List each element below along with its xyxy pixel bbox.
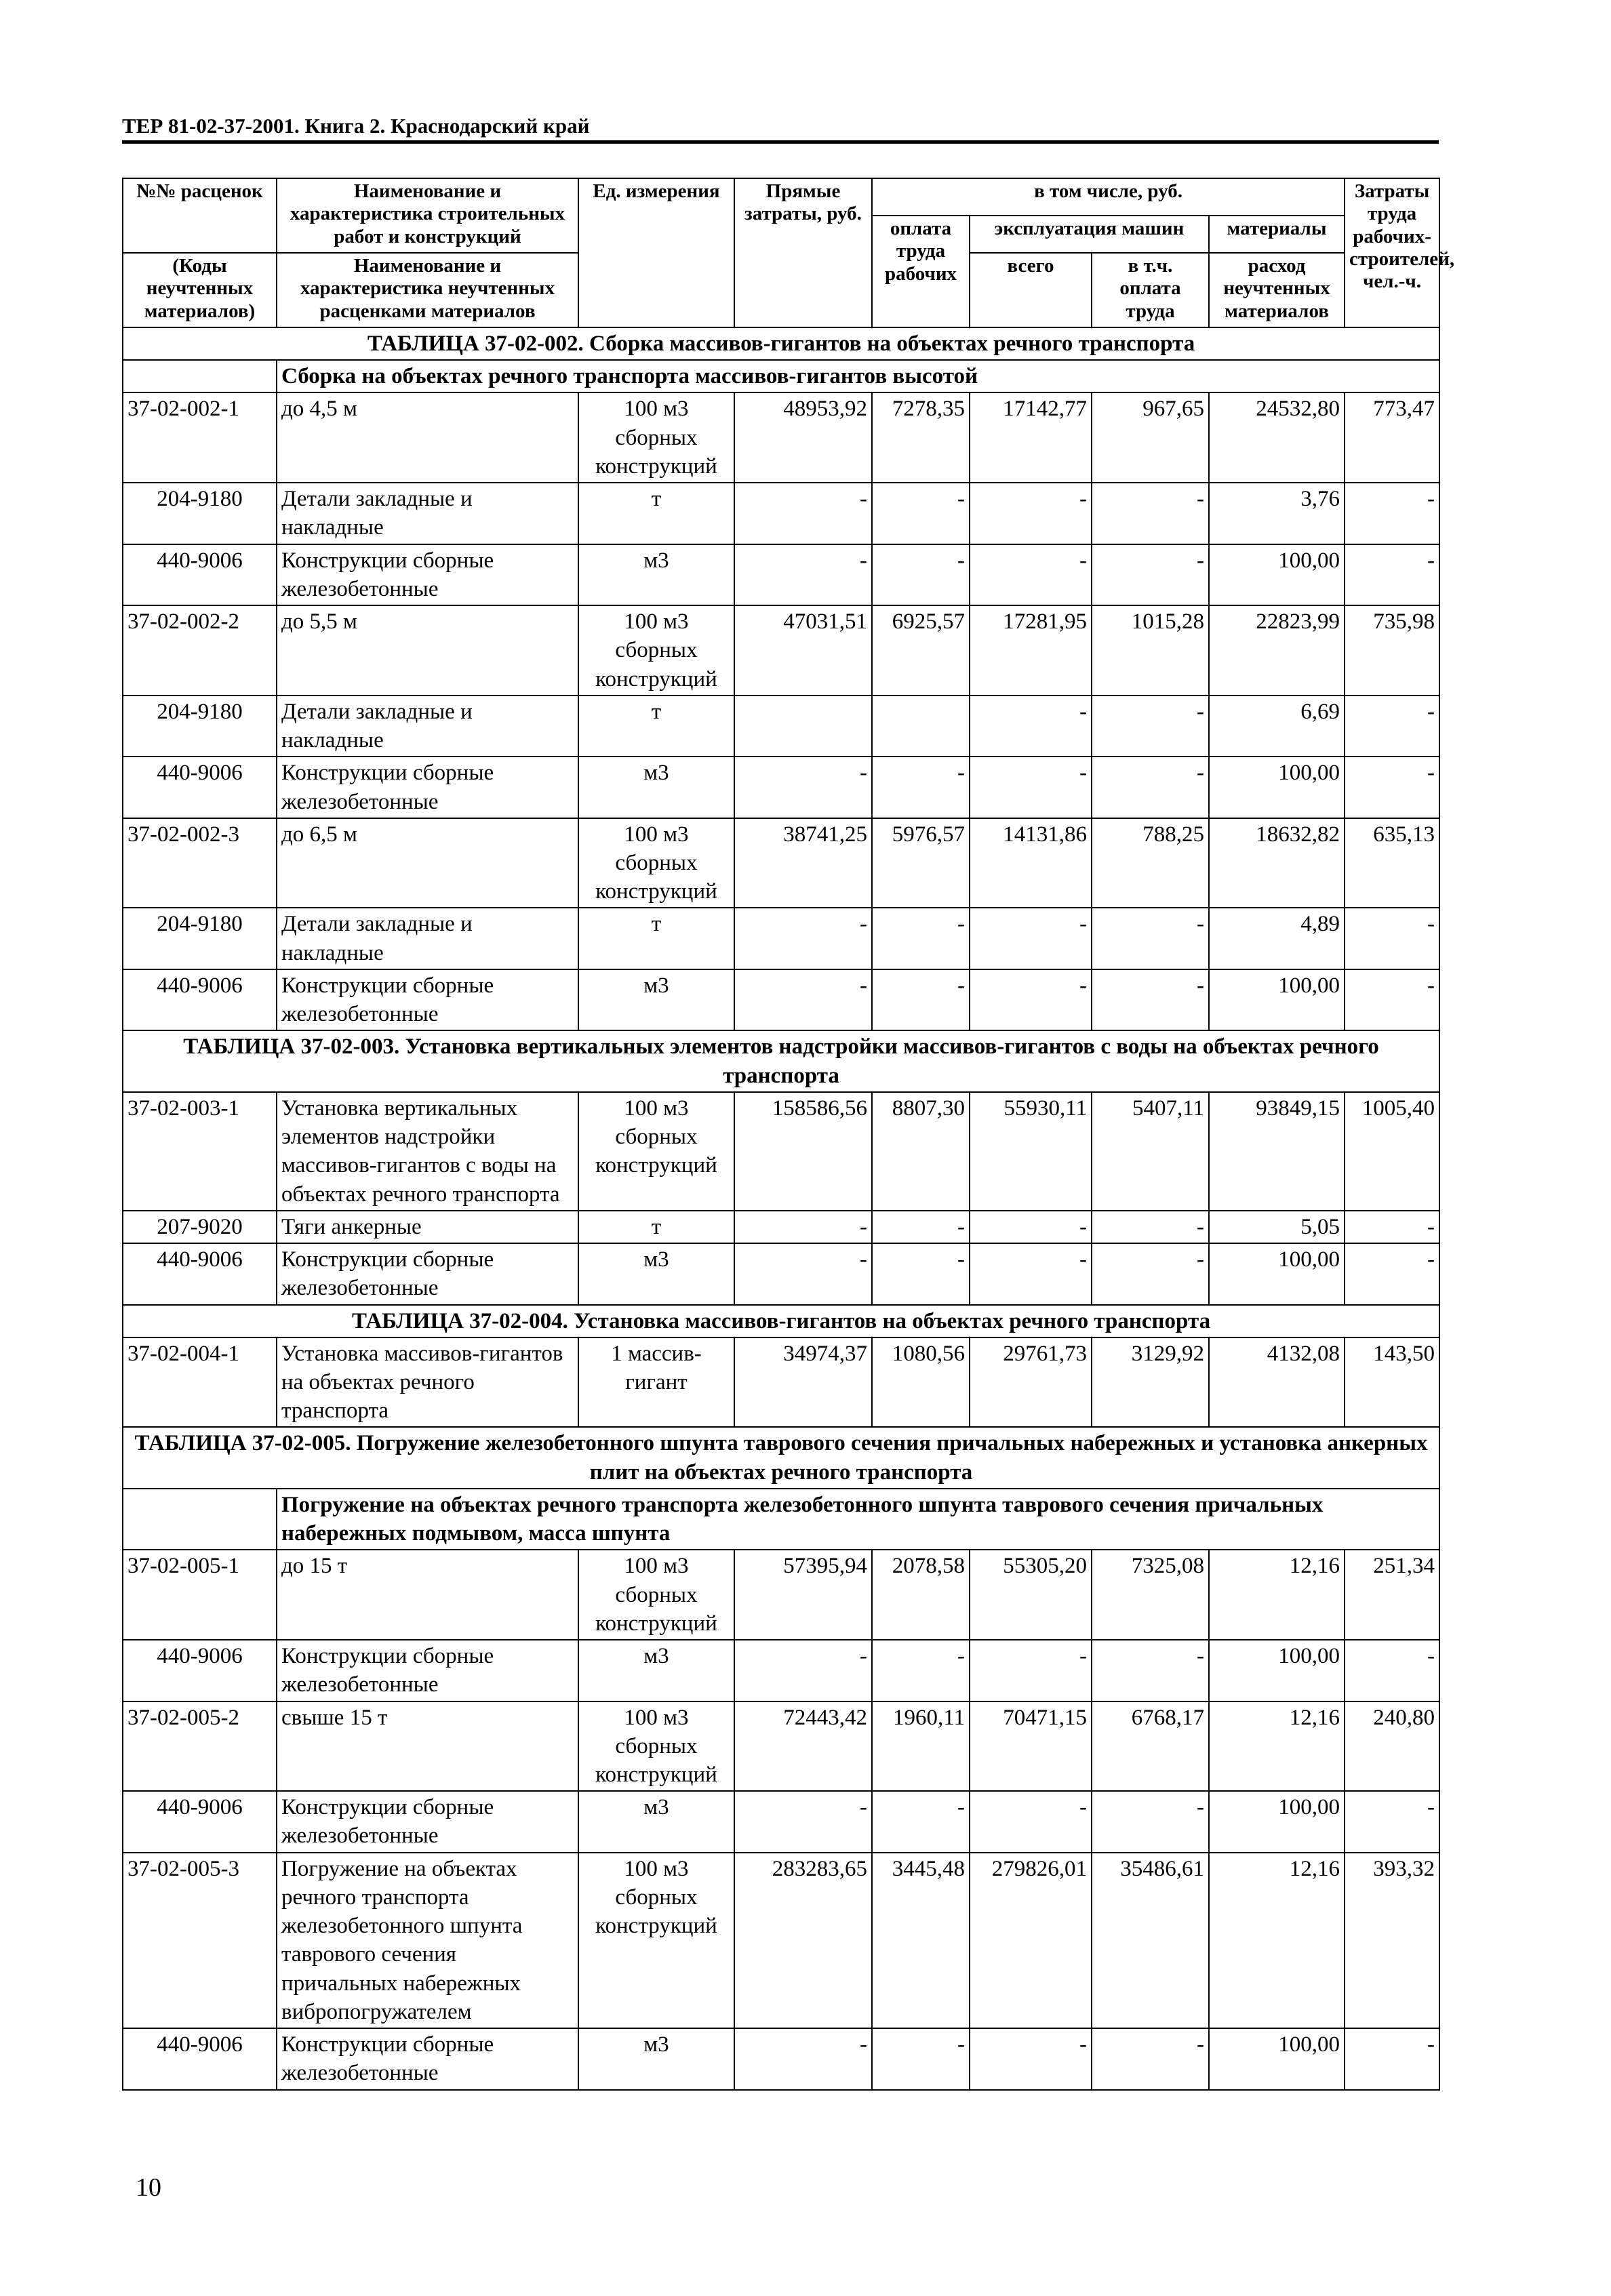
cell-wage: 5976,57 bbox=[872, 818, 970, 908]
table-body bbox=[123, 327, 1439, 2090]
cell-name: Конструкции сборные железобетонные bbox=[277, 757, 578, 818]
cell-code: 440-9006 bbox=[123, 1791, 277, 1852]
cell-unit: м3 bbox=[578, 544, 734, 605]
cell-name: Детали закладные и накладные bbox=[277, 483, 578, 544]
col-mat-unaccounted: расход неучтенных материалов bbox=[1209, 253, 1345, 327]
section-row bbox=[123, 1030, 1439, 1091]
material-row bbox=[123, 969, 1439, 1030]
cell-labor: - bbox=[1345, 483, 1439, 544]
cell-labor: 240,80 bbox=[1345, 1701, 1439, 1792]
cell-unit: м3 bbox=[578, 2028, 734, 2089]
cell-labor: - bbox=[1345, 1640, 1439, 1701]
cell-direct: 72443,42 bbox=[734, 1701, 872, 1792]
rate-row bbox=[123, 818, 1439, 908]
cell-name: Погружение на объектах речного транспорта железобетонного шпунта таврового сечения причальных набережных вибропогружателем bbox=[277, 1853, 578, 2028]
material-row bbox=[123, 2028, 1439, 2089]
material-row bbox=[123, 1640, 1439, 1701]
cell-mach-wage: 967,65 bbox=[1092, 392, 1209, 483]
cell-unit: т bbox=[578, 696, 734, 757]
cell-code: 37-02-003-1 bbox=[123, 1092, 277, 1211]
cell-name: Тяги анкерные bbox=[277, 1211, 578, 1243]
cell-mach-wage: - bbox=[1092, 2028, 1209, 2089]
cell-mat: 12,16 bbox=[1209, 1701, 1345, 1792]
cell-mat: 100,00 bbox=[1209, 757, 1345, 818]
cell-mach-wage: 5407,11 bbox=[1092, 1092, 1209, 1211]
cell-mach: 14131,86 bbox=[970, 818, 1092, 908]
cell-mach-wage: - bbox=[1092, 1243, 1209, 1304]
rate-row bbox=[123, 605, 1439, 696]
cell-mach-wage: 7325,08 bbox=[1092, 1550, 1209, 1640]
cell-wage: 3445,48 bbox=[872, 1853, 970, 2028]
col-materials: материалы bbox=[1209, 216, 1345, 253]
section-title: ТАБЛИЦА 37-02-004. Установка массивов-гигантов на объектах речного транспорта bbox=[123, 1305, 1439, 1337]
rates-table bbox=[122, 178, 1455, 2091]
cell-mach: - bbox=[970, 969, 1092, 1030]
cell-wage: 2078,58 bbox=[872, 1550, 970, 1640]
cell-name: Конструкции сборные железобетонные bbox=[277, 2028, 578, 2089]
cell-unit: м3 bbox=[578, 757, 734, 818]
cell-unit: 100 м3 сборных конструкций bbox=[578, 392, 734, 483]
cell-labor: - bbox=[1345, 757, 1439, 818]
cell-mat: 6,69 bbox=[1209, 696, 1345, 757]
col-name-bottom: Наименование и характеристика неучтенных расценками материалов bbox=[277, 253, 578, 327]
cell-name: до 15 т bbox=[277, 1550, 578, 1640]
cell-mach-wage: - bbox=[1092, 757, 1209, 818]
rate-row bbox=[123, 1853, 1439, 2028]
cell-direct: 57395,94 bbox=[734, 1550, 872, 1640]
cell-name: Конструкции сборные железобетонные bbox=[277, 1791, 578, 1852]
cell-mat: 100,00 bbox=[1209, 1791, 1345, 1852]
cell-labor: - bbox=[1345, 1243, 1439, 1304]
cell-labor: - bbox=[1345, 696, 1439, 757]
col-mach-wage: в т.ч. оплата труда bbox=[1092, 253, 1209, 327]
section-title: ТАБЛИЦА 37-02-005. Погружение железобетонного шпунта таврового сечения причальных набережных и установка анкерных плит на объектах речного транспорта bbox=[123, 1427, 1439, 1488]
cell-unit: 100 м3 сборных конструкций bbox=[578, 1092, 734, 1211]
subheading-text: Погружение на объектах речного транспорта железобетонного шпунта таврового сечения причальных набережных подмывом, масса шпунта bbox=[277, 1489, 1439, 1550]
col-code-bottom: (Коды неучтенных материалов) bbox=[123, 253, 277, 327]
cell-mach: 17281,95 bbox=[970, 605, 1092, 696]
cell-name: Детали закладные и накладные bbox=[277, 696, 578, 757]
rate-row bbox=[123, 1092, 1439, 1211]
cell-wage: - bbox=[872, 1791, 970, 1852]
cell-labor: 393,32 bbox=[1345, 1853, 1439, 2028]
cell-direct: - bbox=[734, 544, 872, 605]
cell-mach-wage: 6768,17 bbox=[1092, 1701, 1209, 1792]
cell-direct: - bbox=[734, 1211, 872, 1243]
subheading-spacer bbox=[123, 360, 277, 392]
rate-row bbox=[123, 392, 1439, 483]
material-row bbox=[123, 1211, 1439, 1243]
cell-name: Конструкции сборные железобетонные bbox=[277, 1640, 578, 1701]
cell-direct: 38741,25 bbox=[734, 818, 872, 908]
cell-name: Детали закладные и накладные bbox=[277, 908, 578, 969]
cell-mach: - bbox=[970, 908, 1092, 969]
cell-name: свыше 15 т bbox=[277, 1701, 578, 1792]
cell-labor: 143,50 bbox=[1345, 1337, 1439, 1428]
cell-unit: 1 массив-гигант bbox=[578, 1337, 734, 1428]
cell-code: 207-9020 bbox=[123, 1211, 277, 1243]
cell-wage: - bbox=[872, 1211, 970, 1243]
cell-code: 37-02-002-3 bbox=[123, 818, 277, 908]
cell-mach: - bbox=[970, 757, 1092, 818]
cell-wage: - bbox=[872, 1243, 970, 1304]
cell-wage: - bbox=[872, 908, 970, 969]
cell-mat: 4132,08 bbox=[1209, 1337, 1345, 1428]
cell-mach: - bbox=[970, 1243, 1092, 1304]
cell-wage: - bbox=[872, 757, 970, 818]
cell-mat: 4,89 bbox=[1209, 908, 1345, 969]
cell-mach-wage: 1015,28 bbox=[1092, 605, 1209, 696]
cell-mach: - bbox=[970, 2028, 1092, 2089]
cell-mach: - bbox=[970, 483, 1092, 544]
cell-code: 37-02-004-1 bbox=[123, 1337, 277, 1428]
cell-mach: - bbox=[970, 544, 1092, 605]
cell-code: 440-9006 bbox=[123, 1640, 277, 1701]
cell-direct: - bbox=[734, 1640, 872, 1701]
cell-mat: 22823,99 bbox=[1209, 605, 1345, 696]
cell-unit: 100 м3 сборных конструкций bbox=[578, 1701, 734, 1792]
material-row bbox=[123, 1243, 1439, 1304]
subheading-row bbox=[123, 360, 1439, 392]
cell-unit: м3 bbox=[578, 1243, 734, 1304]
cell-direct: - bbox=[734, 969, 872, 1030]
cell-code: 204-9180 bbox=[123, 483, 277, 544]
cell-direct: - bbox=[734, 1243, 872, 1304]
cell-direct: 48953,92 bbox=[734, 392, 872, 483]
cell-labor: - bbox=[1345, 969, 1439, 1030]
cell-code: 204-9180 bbox=[123, 696, 277, 757]
cell-name: Конструкции сборные железобетонные bbox=[277, 969, 578, 1030]
cell-labor: 735,98 bbox=[1345, 605, 1439, 696]
cell-mach-wage: - bbox=[1092, 1211, 1209, 1243]
cell-mach-wage: - bbox=[1092, 1640, 1209, 1701]
cell-unit: м3 bbox=[578, 1791, 734, 1852]
cell-unit: т bbox=[578, 483, 734, 544]
cell-direct: 158586,56 bbox=[734, 1092, 872, 1211]
cell-code: 37-02-005-1 bbox=[123, 1550, 277, 1640]
col-direct: Прямые затраты, руб. bbox=[734, 178, 872, 327]
document-header: ТЕР 81-02-37-2001. Книга 2. Краснодарский край bbox=[122, 114, 590, 138]
cell-mach-wage: 788,25 bbox=[1092, 818, 1209, 908]
cell-direct: - bbox=[734, 757, 872, 818]
cell-mach: - bbox=[970, 1211, 1092, 1243]
material-row bbox=[123, 757, 1439, 818]
cell-name: до 5,5 м bbox=[277, 605, 578, 696]
cell-name: Конструкции сборные железобетонные bbox=[277, 544, 578, 605]
cell-direct bbox=[734, 696, 872, 757]
cell-name: до 6,5 м bbox=[277, 818, 578, 908]
cell-unit: м3 bbox=[578, 969, 734, 1030]
cell-mat: 12,16 bbox=[1209, 1853, 1345, 2028]
cell-direct: 283283,65 bbox=[734, 1853, 872, 2028]
cell-labor: - bbox=[1345, 2028, 1439, 2089]
cell-unit: м3 bbox=[578, 1640, 734, 1701]
cell-code: 37-02-002-1 bbox=[123, 392, 277, 483]
cell-code: 440-9006 bbox=[123, 757, 277, 818]
cell-mat: 18632,82 bbox=[1209, 818, 1345, 908]
cell-unit: 100 м3 сборных конструкций bbox=[578, 818, 734, 908]
cell-name: Установка массивов-гигантов на объектах речного транспорта bbox=[277, 1337, 578, 1428]
cell-mach-wage: - bbox=[1092, 544, 1209, 605]
cell-code: 37-02-002-2 bbox=[123, 605, 277, 696]
cell-direct: - bbox=[734, 2028, 872, 2089]
cell-mat: 100,00 bbox=[1209, 544, 1345, 605]
cell-wage: - bbox=[872, 483, 970, 544]
section-row bbox=[123, 327, 1439, 360]
col-unit: Ед. измерения bbox=[578, 178, 734, 327]
cell-name: Конструкции сборные железобетонные bbox=[277, 1243, 578, 1304]
rate-row bbox=[123, 1701, 1439, 1792]
cell-labor: - bbox=[1345, 1791, 1439, 1852]
cell-mach-wage: - bbox=[1092, 483, 1209, 544]
material-row bbox=[123, 544, 1439, 605]
section-row bbox=[123, 1305, 1439, 1337]
cell-unit: 100 м3 сборных конструкций bbox=[578, 605, 734, 696]
cell-mach-wage: - bbox=[1092, 1791, 1209, 1852]
section-row bbox=[123, 1427, 1439, 1488]
cell-wage: - bbox=[872, 2028, 970, 2089]
cell-wage: - bbox=[872, 544, 970, 605]
cell-mach-wage: - bbox=[1092, 969, 1209, 1030]
header-rule bbox=[122, 140, 1439, 144]
cell-name: Установка вертикальных элементов надстройки массивов-гигантов с воды на объектах речного транспорта bbox=[277, 1092, 578, 1211]
cell-mach-wage: 3129,92 bbox=[1092, 1337, 1209, 1428]
cell-labor: 773,47 bbox=[1345, 392, 1439, 483]
table-head bbox=[123, 178, 1455, 327]
cell-code: 440-9006 bbox=[123, 969, 277, 1030]
cell-code: 440-9006 bbox=[123, 2028, 277, 2089]
cell-mat: 100,00 bbox=[1209, 969, 1345, 1030]
cell-wage: 7278,35 bbox=[872, 392, 970, 483]
col-incl: в том числе, руб. bbox=[872, 178, 1345, 216]
rate-row bbox=[123, 1550, 1439, 1640]
cell-direct: - bbox=[734, 908, 872, 969]
cell-code: 204-9180 bbox=[123, 908, 277, 969]
cell-mach: 17142,77 bbox=[970, 392, 1092, 483]
material-row bbox=[123, 483, 1439, 544]
rate-row bbox=[123, 1337, 1439, 1428]
cell-mach: 55305,20 bbox=[970, 1550, 1092, 1640]
cell-code: 37-02-005-3 bbox=[123, 1853, 277, 2028]
cell-mach: 70471,15 bbox=[970, 1701, 1092, 1792]
cell-labor: - bbox=[1345, 1211, 1439, 1243]
cell-mach-wage: - bbox=[1092, 908, 1209, 969]
cell-mach: - bbox=[970, 696, 1092, 757]
cell-mach: - bbox=[970, 1791, 1092, 1852]
cell-mat: 3,76 bbox=[1209, 483, 1345, 544]
cell-mach: 55930,11 bbox=[970, 1092, 1092, 1211]
cell-mach: - bbox=[970, 1640, 1092, 1701]
cell-code: 37-02-005-2 bbox=[123, 1701, 277, 1792]
cell-mat: 100,00 bbox=[1209, 1640, 1345, 1701]
cell-mach-wage: 35486,61 bbox=[1092, 1853, 1209, 2028]
cell-labor: - bbox=[1345, 908, 1439, 969]
cell-wage: 6925,57 bbox=[872, 605, 970, 696]
cell-wage: 8807,30 bbox=[872, 1092, 970, 1211]
cell-unit: 100 м3 сборных конструкций bbox=[578, 1853, 734, 2028]
cell-wage: 1080,56 bbox=[872, 1337, 970, 1428]
cell-mat: 5,05 bbox=[1209, 1211, 1345, 1243]
cell-wage: - bbox=[872, 1640, 970, 1701]
cell-direct: 34974,37 bbox=[734, 1337, 872, 1428]
cell-labor: - bbox=[1345, 544, 1439, 605]
material-row bbox=[123, 696, 1439, 757]
cell-mach: 29761,73 bbox=[970, 1337, 1092, 1428]
page-number: 10 bbox=[136, 2173, 161, 2202]
cell-mat: 100,00 bbox=[1209, 1243, 1345, 1304]
section-title: ТАБЛИЦА 37-02-003. Установка вертикальных элементов надстройки массивов-гигантов с воды на объектах речного транспорта bbox=[123, 1030, 1439, 1091]
col-code-top: №№ расценок bbox=[123, 178, 277, 253]
cell-wage bbox=[872, 696, 970, 757]
cell-unit: т bbox=[578, 908, 734, 969]
cell-labor: 635,13 bbox=[1345, 818, 1439, 908]
cell-direct: - bbox=[734, 1791, 872, 1852]
material-row bbox=[123, 908, 1439, 969]
cell-code: 440-9006 bbox=[123, 544, 277, 605]
col-labor: Затраты труда рабочих-строителей, чел.-ч. bbox=[1345, 178, 1439, 327]
col-wage: оплата труда рабочих bbox=[872, 216, 970, 327]
cell-mat: 93849,15 bbox=[1209, 1092, 1345, 1211]
subheading-text: Сборка на объектах речного транспорта массивов-гигантов высотой bbox=[277, 360, 1439, 392]
cell-labor: 251,34 bbox=[1345, 1550, 1439, 1640]
cell-direct: 47031,51 bbox=[734, 605, 872, 696]
subheading-spacer bbox=[123, 1489, 277, 1550]
cell-wage: - bbox=[872, 969, 970, 1030]
cell-mat: 100,00 bbox=[1209, 2028, 1345, 2089]
cell-mach: 279826,01 bbox=[970, 1853, 1092, 2028]
cell-unit: т bbox=[578, 1211, 734, 1243]
material-row bbox=[123, 1791, 1439, 1852]
col-name-top: Наименование и характеристика строительных работ и конструкций bbox=[277, 178, 578, 253]
cell-direct: - bbox=[734, 483, 872, 544]
cell-wage: 1960,11 bbox=[872, 1701, 970, 1792]
cell-labor: 1005,40 bbox=[1345, 1092, 1439, 1211]
cell-unit: 100 м3 сборных конструкций bbox=[578, 1550, 734, 1640]
section-title: ТАБЛИЦА 37-02-002. Сборка массивов-гигантов на объектах речного транспорта bbox=[123, 327, 1439, 360]
cell-name: до 4,5 м bbox=[277, 392, 578, 483]
subheading-row bbox=[123, 1489, 1439, 1550]
cell-mach-wage: - bbox=[1092, 696, 1209, 757]
cell-mat: 24532,80 bbox=[1209, 392, 1345, 483]
cell-mat: 12,16 bbox=[1209, 1550, 1345, 1640]
col-mach-total: всего bbox=[970, 253, 1092, 327]
cell-code: 440-9006 bbox=[123, 1243, 277, 1304]
col-machines: эксплуатация машин bbox=[970, 216, 1209, 253]
